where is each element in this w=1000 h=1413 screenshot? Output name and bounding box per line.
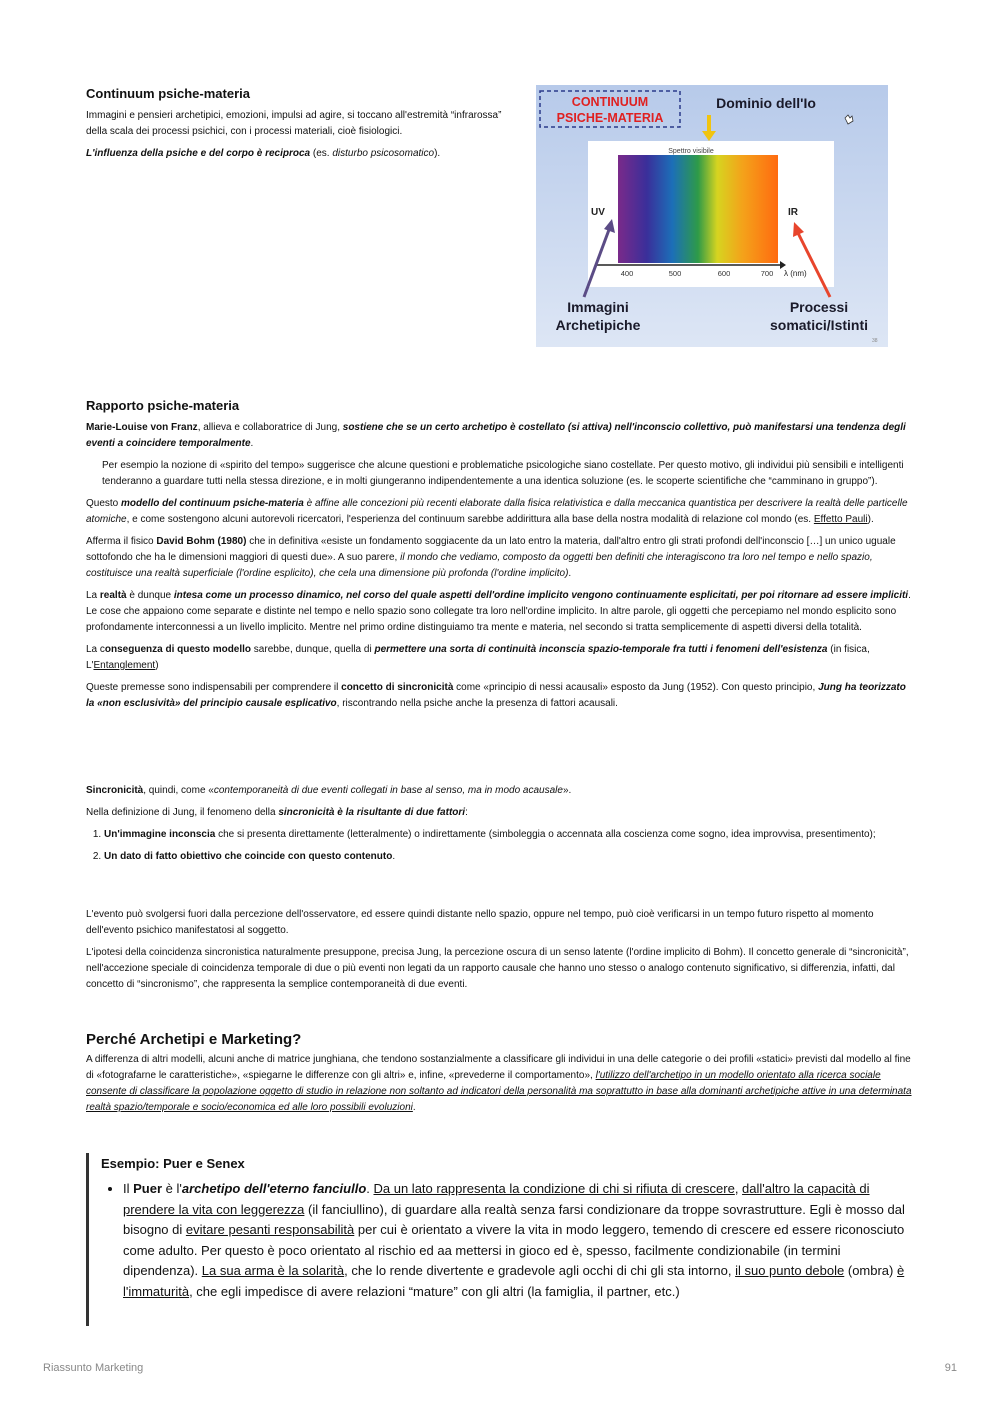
continuum-label-1: CONTINUUM	[571, 95, 649, 109]
ir-label: IR	[788, 207, 798, 218]
factor1-bold: Un'immagine inconscia	[104, 829, 216, 840]
marketing-end: .	[412, 1102, 416, 1113]
franz-end: .	[250, 438, 254, 449]
influence-end: ).	[434, 148, 441, 159]
list-item	[123, 1179, 912, 1302]
factor2-end: .	[392, 851, 396, 862]
axis-unit: λ (nm)	[784, 269, 807, 278]
example-title: Esempio: Puer e Senex	[101, 1156, 245, 1171]
puer-t15: (ombra)	[844, 1263, 897, 1278]
modello-italic: è affine alle concezioni più recenti elaborate dalla fisica relativistica e dalla meccanica quantistica per descrivere la realtà delle particelle atomiche	[86, 498, 908, 525]
continuum-paragraph: Immagini e pensieri archetipici, emozioni, impulsi ad agire, si toccano all'estremità “infrarossa” della scala dei processi psichici, con i processi materiali, cioè fisiologici.	[86, 110, 502, 137]
premesse-emphasis: Jung ha teorizzato la «non esclusività» del principio causale esplicativo	[86, 682, 906, 709]
spectrum-title: Spettro visibile	[668, 148, 714, 155]
evento-paragraph: L'evento può svolgersi fuori dalla percezione dell'osservatore, ed essere quindi distante nello spazio, oppure nel tempo, può cioè verificarsi in un tempo futuro rispetto al momento dell'evento psichico manifestatosi al soggetto.	[86, 909, 874, 936]
right-caption-1: Processi	[789, 299, 849, 315]
entanglement-link[interactable]: Entanglement	[93, 660, 156, 671]
premesse-start: Queste premesse sono indispensabili per comprendere il	[86, 682, 342, 693]
realta-end: . Le cose che appaiono come separate e distinte nel tempo e nello spazio sono collegate tra loro nell'ordine implicito. In altre parole, gli oggetti che percepiamo nel mondo esplicito sono profondamente interconnessi a un livello implicito. Mentre nel primo ordine distinguiamo tra mente e materia, nel secondo si tratta semplicemente di aspetti diversi della totalità.	[86, 590, 911, 633]
factor1-text: che si presenta direttamente (letteralmente) o indirettamente (simboleggia o accennata alla coscienza come sogno, idea improvvisa, presentimento);	[215, 829, 876, 840]
modello-start: Questo	[86, 498, 122, 509]
puer-u2: dall'altro la capacità di prendere la vita con leggerezza	[123, 1181, 870, 1217]
page-number: 91	[944, 1362, 957, 1374]
franz-paragraph	[86, 420, 914, 452]
marketing-underlined: l'utilizzo dell'archetipo in un modello orientato alla ricerca sociale consente di classificare la popolazione oggetto di studio in relazione non soltanto ad indicatori della personalità ma soprattutto in base alla dominanti archetipiche attive in una determinata realtà spazio/temporale e socio/economica ed alle loro possibili evoluzioni	[86, 1070, 912, 1113]
puer-u3: evitare pesanti responsabilità	[185, 1222, 355, 1237]
list-item	[104, 849, 914, 865]
jung-def-start: Nella definizione di Jung, il fenomeno della	[86, 807, 279, 818]
modello-paragraph	[86, 496, 914, 528]
modello-mid: , e come sostengono alcuni autorevoli ricercatori, l'esperienza del continuum sarebbe addirittura alla base della nostra modalità di relazione col mondo (es.	[126, 514, 814, 525]
realta-paragraph	[86, 588, 914, 636]
puer-u6: è l'immaturità	[123, 1263, 905, 1299]
premesse-end: , riscontrando nella psiche anche la presenza di fattori acausali.	[336, 698, 618, 709]
jung-definition	[86, 805, 914, 821]
bohm-mid: che in definitiva «esiste un fondamento soggiacente da un lato entro la materia, dall'altro entro gli strati profondi dell'inconscio […] un unico uguale sottofondo che ha le dimensioni maggiori di questi due». A suo parere,	[86, 536, 896, 563]
puer-t9: (il fanciullino), di guardare alla realtà senza farsi condizionare da troppe sovrastrutture. Egli è mosso dal bisogno di	[123, 1201, 905, 1237]
continuum-section	[86, 86, 506, 168]
puer-t17: , che egli impedisce di avere relazioni “mature” con gli altri (la famiglia, il partner, etc.)	[189, 1283, 680, 1299]
jung-def-end: :	[465, 807, 468, 818]
bohm-paragraph	[86, 534, 914, 582]
left-caption-2: Archetipiche	[555, 317, 641, 333]
realta-start: La	[86, 590, 100, 601]
list-item	[104, 827, 914, 843]
continuum-title: Continuum psiche-materia	[86, 86, 250, 101]
realta-mid: è dunque	[126, 590, 174, 601]
influence-bold: L'influenza della psiche e del corpo è reciproca	[86, 148, 311, 159]
sincronicita-bold: Sincronicità	[86, 785, 144, 796]
marketing-title: Perché Archetipi e Marketing?	[86, 1031, 302, 1048]
franz-name: Marie-Louise von Franz	[86, 422, 198, 433]
bohm-end: .	[568, 568, 572, 579]
bohm-name: David Bohm (1980)	[156, 536, 247, 547]
uv-label: UV	[591, 207, 605, 218]
conseguenza-mid2: (in fisica, L'	[86, 644, 870, 671]
marketing-paragraph	[86, 1052, 914, 1116]
effetto-pauli-link[interactable]: Effetto Pauli	[813, 514, 868, 525]
premesse-mid: come «principio di nessi acausali» esposto da Jung (1952). Con questo principio,	[453, 682, 819, 693]
puer-u4: La sua arma è la solarità	[201, 1263, 345, 1278]
modello-emphasis: modello del continuum psiche-materia	[121, 498, 304, 509]
footer-title: Riassunto Marketing	[43, 1362, 144, 1374]
jung-def-emphasis: sincronicità è la risultante di due fattori	[278, 807, 466, 818]
factor2-bold: Un dato di fatto obiettivo che coincide con questo contenuto	[104, 851, 393, 862]
ipotesi-paragraph: L'ipotesi della coincidenza sincronistica naturalmente presuppone, precisa Jung, la percezione oscura di un senso latente (l'ordine implicito di Bohm). Il concetto generale di “sincronicità”, nell'accezione speciale di coincidenza temporale di due o più eventi non legati da un rapporto causale che hanno uno stesso o analogo contenuto significativo, si differenzia, infatti, dal concetto di “sincronismo”, che rappresenta la semplice contemporaneità di due eventi.	[86, 947, 909, 990]
puer-t1: Il	[123, 1181, 134, 1196]
puer-u5: il suo punto debole	[735, 1263, 845, 1278]
spirito-paragraph: Per esempio la nozione di «spirito del tempo» suggerisce che alcune questioni e problematiche psicologiche siano costellate. Per questo motivo, gli individui più sensibili e intelligenti tenderanno a guardare tutti nella stessa direzione, e in molti giungeranno indipendentemente a una identica soluzione (es. le scoperte scientifiche che “camminano in gruppo”).	[102, 460, 904, 487]
visible-spectrum	[618, 155, 778, 263]
puer-t13: , che lo rende divertente e gradevole agli occhi di chi gli sta intorno,	[344, 1263, 736, 1278]
realta-emphasis: intesa come un processo dinamico, nel corso del quale aspetti dell'ordine implicito vengono continuamente esplicitati, per poi ritornare ad essere impliciti	[173, 590, 909, 601]
sincronicita-section	[86, 783, 914, 871]
influence-italic: disturbo psicosomatico	[332, 148, 435, 159]
conseguenza-mid: sarebbe, dunque, quella di	[251, 644, 375, 655]
puer-u1: Da un lato rappresenta la condizione di chi si rifiuta di crescere	[373, 1181, 735, 1196]
rapporto-title: Rapporto psiche-materia	[86, 398, 240, 413]
puer-name: Puer	[133, 1181, 163, 1196]
factors-list	[86, 827, 914, 865]
bohm-italic: il mondo che vediamo, composto da oggetti ben definiti che interagiscono tra loro nel tempo e nello spazio, costituisce una realtà superficiale (l'ordine esplicito), che cela una dimensione più profonda (l'ordine implicito)	[86, 552, 873, 579]
tick-700: 700	[760, 269, 774, 278]
marketing-section	[86, 1031, 914, 1122]
tick-500: 500	[668, 269, 682, 278]
conseguenza-bold: onseguenza di questo modello	[104, 644, 252, 655]
continuum-label-2: PSICHE-MATERIA	[556, 111, 664, 125]
puer-t7: ,	[734, 1181, 743, 1196]
bohm-start: Afferma il fisico	[86, 536, 157, 547]
left-caption-1: Immagini	[567, 299, 629, 315]
sincronicita-italic: contemporaneità di due eventi collegati in base al senso, ma in modo acausale	[213, 785, 563, 796]
conseguenza-paragraph	[86, 642, 914, 674]
continuum-figure	[536, 85, 888, 347]
tick-400: 400	[620, 269, 634, 278]
conseguenza-end: )	[155, 660, 159, 671]
dominio-label: Dominio dell'Io	[716, 95, 816, 111]
marketing-start: A differenza di altri modelli, alcuni anche di matrice junghiana, che tendono sostanzialmente a classificare gli individui in una delle categorie o dei profili «statici» previsti dal modello al fine di «fotografarne le caratteristiche», «spiegarne le differenze con gli altri» e, infine, «prevederne il comportamento»,	[86, 1054, 911, 1081]
slide-number: 38	[872, 338, 878, 344]
tick-600: 600	[717, 269, 731, 278]
franz-text: , allieva e collaboratrice di Jung,	[197, 422, 343, 433]
puer-t5: .	[366, 1181, 374, 1196]
franz-emphasis: sostiene che se un certo archetipo è costellato (si attiva) nell'inconscio collettivo, può manifestarsi una tendenza degli eventi a coincidere temporalmente	[86, 422, 906, 449]
sincronicita-definition	[86, 783, 914, 799]
example-list	[101, 1179, 912, 1302]
premesse-bold: concetto di sincronicità	[341, 682, 454, 693]
puer-archetype: archetipo dell'eterno fanciullo	[181, 1181, 367, 1196]
sincronicita-end: ».	[562, 785, 572, 796]
conseguenza-start: La c	[86, 644, 105, 655]
example-block	[86, 1153, 912, 1326]
sincronicita-mid: , quindi, come «	[143, 785, 214, 796]
puer-t3: è l'	[162, 1181, 182, 1196]
influence-paragraph	[86, 146, 506, 162]
right-caption-2: somatici/Istinti	[769, 317, 869, 333]
evento-section	[86, 907, 914, 999]
conseguenza-emphasis: permettere una sorta di continuità inconscia spazio-temporale fra tutti i fenomeni dell'esistenza	[374, 644, 828, 655]
influence-mid: (es.	[310, 148, 333, 159]
modello-end: ).	[867, 514, 874, 525]
realta-bold: realtà	[99, 590, 127, 601]
premesse-paragraph	[86, 680, 914, 712]
rapporto-section	[86, 398, 914, 718]
puer-t11: per cui è orientato a vivere la vita in modo leggero, temendo di crescere ed essere riconosciuto come adulto. Per questo è poco orientato al rischio ed aa mettersi in gioco ed è, spesso, facilmente condizionabile (in termini dipendenza).	[123, 1222, 905, 1278]
